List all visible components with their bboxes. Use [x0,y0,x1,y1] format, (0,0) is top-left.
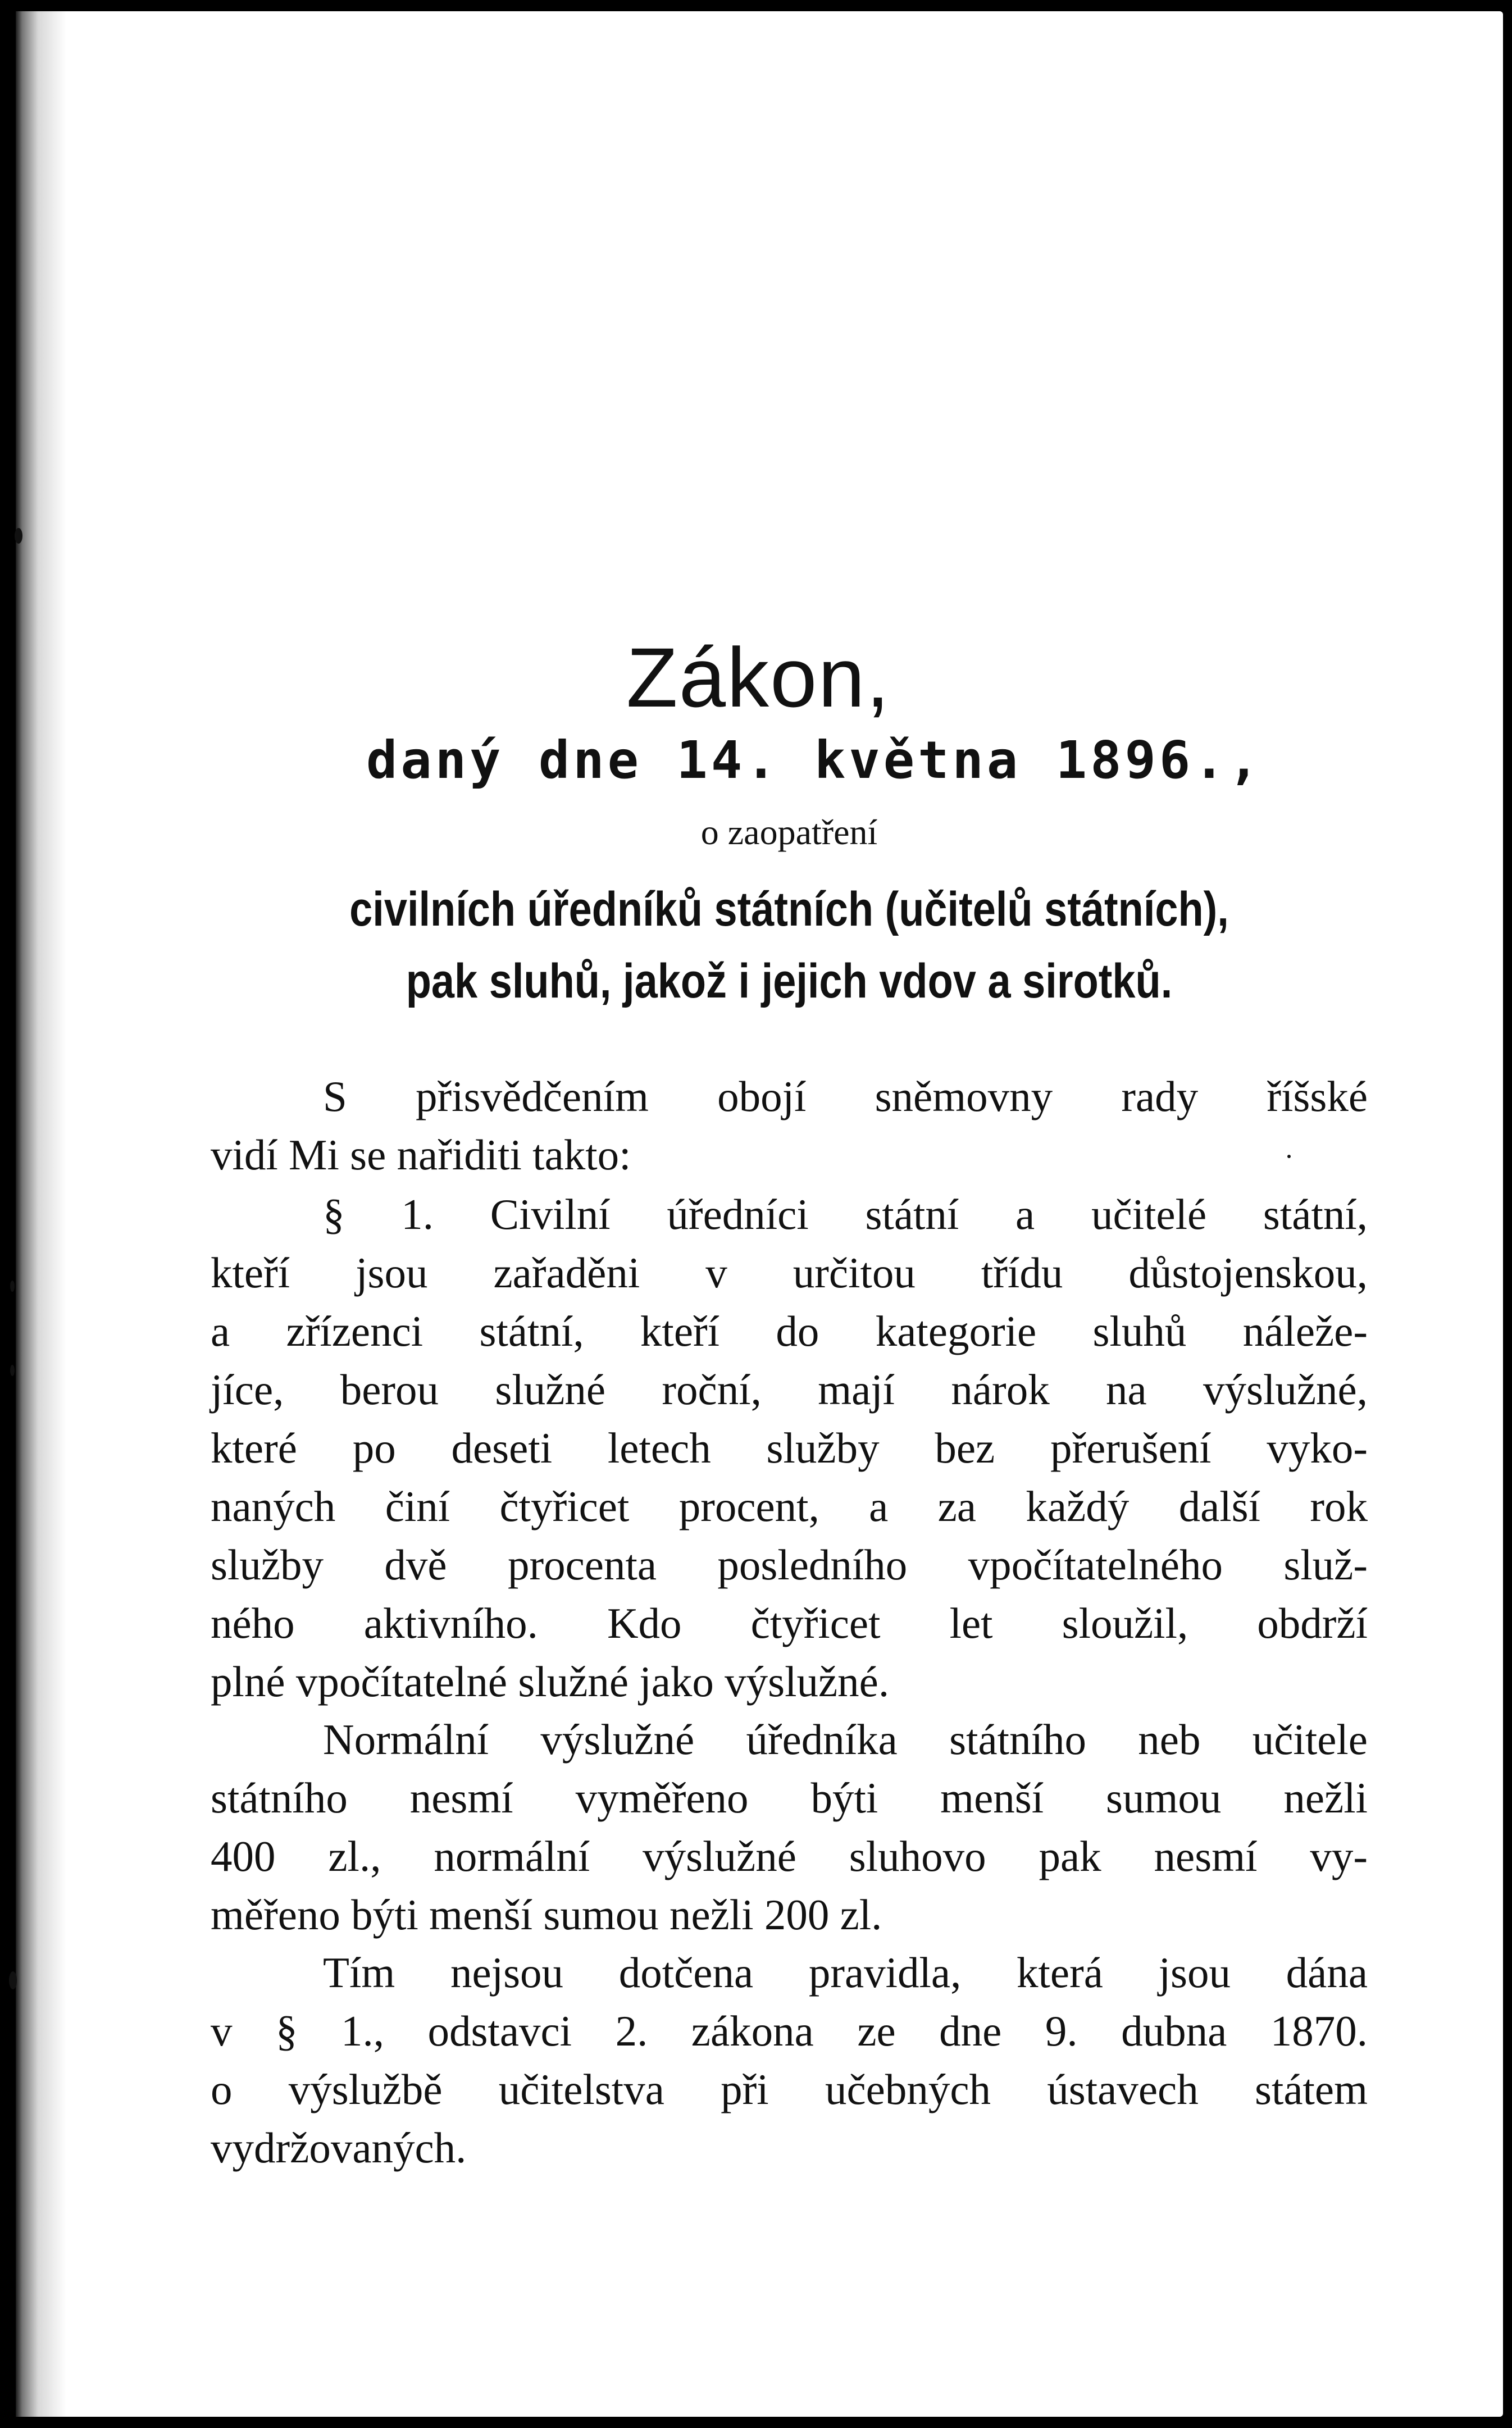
text-line: měřeno býti menší sumou nežli 200 zl. [211,1891,882,1939]
text-line: které po deseti letech služby bez přerušení vyko- [211,1424,1368,1472]
law-subject [292,873,1287,1017]
scan-speck [9,1971,17,1989]
text-line: 400 zl., normální výslužné sluhovo pak nesmí vy- [211,1832,1368,1880]
intro-paragraph [211,1067,1368,1184]
text-line: vidí Mi se nařiditi takto: [211,1131,631,1179]
text-line: naných činí čtyřicet procent, a za každý další rok [211,1482,1368,1530]
rules-paragraph [211,1943,1368,2177]
subtitle-line: civilních úředníků státních (učitelů státních), [349,882,1229,936]
text-line: plné vpočítatelné služné jako výslužné. [211,1657,890,1706]
text-line: o výslužbě učitelstva při učebných ústavech státem [211,2065,1368,2113]
text-line: státního nesmí vyměřeno býti menší sumou nežli [211,1774,1368,1822]
text-line: vydržovaných. [211,2124,467,2172]
text-line: jíce, berou služné roční, mají nárok na výslužné, [211,1365,1368,1414]
text-line: Tím nejsou dotčena pravidla, která jsou dána [323,1948,1368,1997]
scan-speck [15,528,22,544]
subtitle-line: pak sluhů, jakož i jejich vdov a sirotků. [406,954,1173,1008]
subject-caption: o zaopatření [700,812,878,852]
text-line: a zřízenci státní, kteří do kategorie sluhů náleže- [211,1307,1368,1355]
document-title: Zákon, [626,630,891,725]
text-line: v § 1., odstavci 2. zákona ze dne 9. dubna 1870. [211,2007,1368,2055]
date-line: daný dne 14. května 1896., [366,730,1263,790]
section-1-paragraph [211,1185,1368,1711]
scan-speck [10,1281,15,1292]
text-line: ného aktivního. Kdo čtyřicet let sloužil, obdrží [211,1599,1368,1647]
binding-shadow [16,11,66,2417]
text-line: služby dvě procenta posledního vpočítatelného služ- [211,1541,1368,1589]
text-line: § 1. Civilní úředníci státní a učitelé státní, [323,1190,1368,1238]
scan-speck [10,1365,15,1376]
text-line: kteří jsou zařaděni v určitou třídu důstojenskou, [211,1249,1368,1297]
pension-minimum-paragraph [211,1710,1368,1944]
text-line: S přisvědčením obojí sněmovny rady říšské [323,1072,1368,1120]
text-line: Normální výslužné úředníka státního neb učitele [323,1715,1368,1764]
